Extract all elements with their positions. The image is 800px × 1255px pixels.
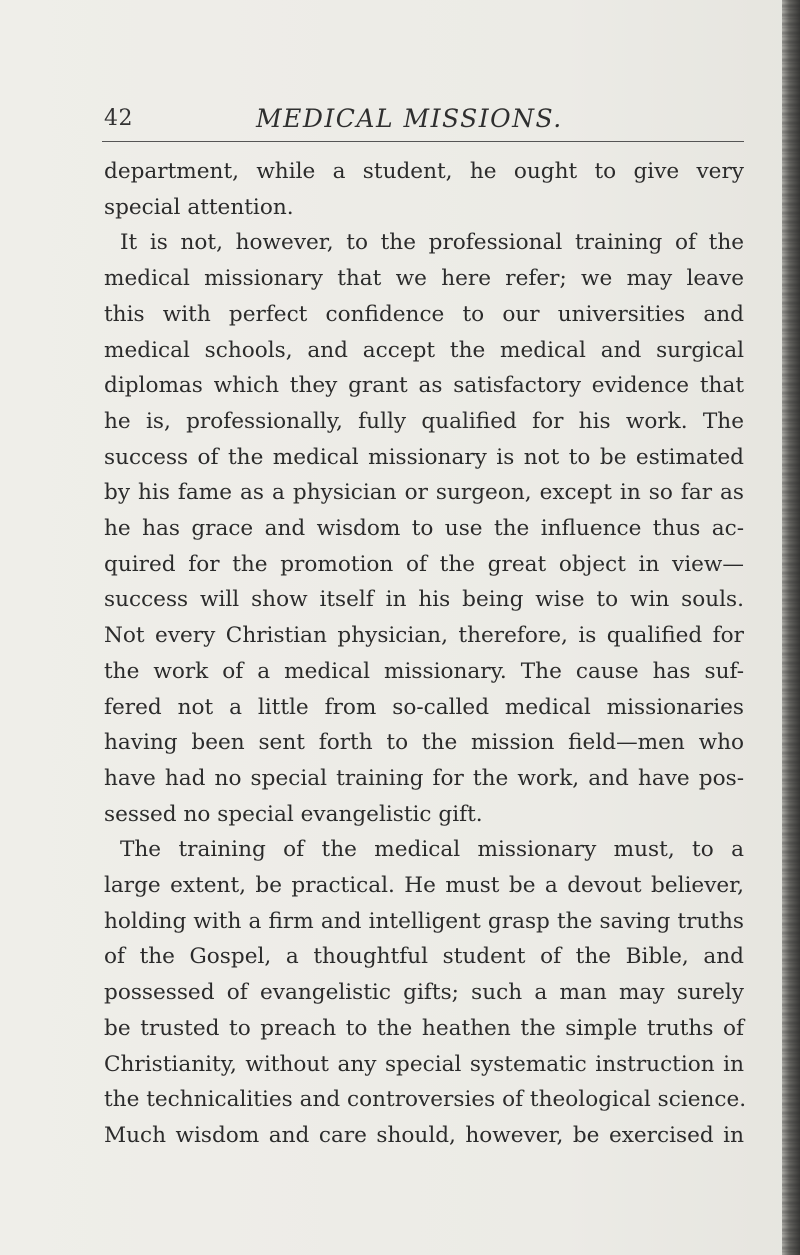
page-edge-shadow	[782, 0, 800, 1255]
text-line: department, while a student, he ought to give very	[104, 159, 744, 184]
text-line: by his fame as a physician or surgeon, except in so far as	[104, 480, 744, 506]
text-line: large extent, be practical. He must be a devout believer,	[104, 873, 744, 899]
text-line: be trusted to preach to the heathen the simple truths of	[104, 1015, 744, 1041]
paragraph-3	[104, 832, 747, 1153]
text-line: Christianity, without any special systematic instruction in	[104, 1051, 744, 1077]
text-line: quired for the promotion of the great object in view—	[104, 551, 744, 577]
text-line: special attention.	[104, 194, 294, 220]
text-line: have had no special training for the work, and have pos-	[104, 765, 744, 791]
text-line: he is, professionally, fully qualified for his work. The	[104, 408, 744, 434]
running-title: MEDICAL MISSIONS.	[256, 104, 563, 133]
text-line: possessed of evangelistic gifts; such a man may surely	[104, 980, 744, 1006]
text-line: success will show itself in his being wise to win souls.	[104, 587, 744, 613]
page-number: 42	[104, 106, 133, 131]
paragraph-1	[104, 154, 744, 225]
text-line: holding with a firm and intelligent grasp the saving truths	[104, 908, 744, 934]
text-line: medical missionary that we here refer; we may leave	[104, 266, 744, 292]
header-rule	[102, 141, 744, 142]
text-line: he has grace and wisdom to use the influence thus ac-	[104, 516, 744, 542]
text-line: of the Gospel, a thoughtful student of the Bible, and	[104, 944, 744, 970]
page-header	[104, 104, 744, 144]
body-text	[104, 154, 747, 1154]
text-line: Not every Christian physician, therefore, is qualified for	[104, 623, 744, 649]
text-line: diplomas which they grant as satisfactory evidence that	[104, 373, 744, 399]
text-line: The training of the medical missionary must, to a	[120, 837, 744, 863]
text-line: Much wisdom and care should, however, be exercised in	[104, 1122, 744, 1148]
text-line: having been sent forth to the mission field—men who	[104, 730, 744, 756]
paragraph-2	[104, 225, 744, 832]
text-line: the work of a medical missionary. The cause has suf-	[104, 658, 744, 684]
text-line: sessed no special evangelistic gift.	[104, 801, 483, 827]
text-line: fered not a little from so-called medical missionaries	[104, 694, 744, 720]
text-line: success of the medical missionary is not to be estimated	[104, 444, 744, 470]
text-line: It is not, however, to the professional training of the	[120, 230, 744, 256]
text-line: medical schools, and accept the medical and surgical	[104, 337, 744, 363]
text-line: the technicalities and controversies of theological science.	[104, 1087, 747, 1113]
text-line: this with perfect confidence to our universities and	[104, 301, 744, 327]
